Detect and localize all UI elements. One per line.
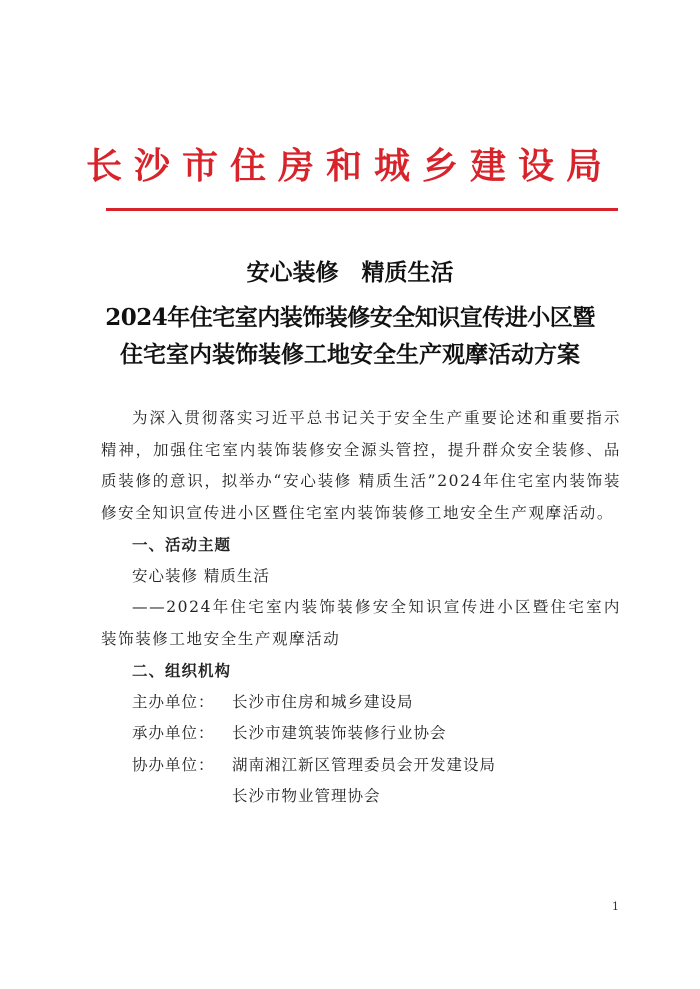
organizer-row-undertaker <box>101 718 621 750</box>
intro-paragraph: 为深入贯彻落实习近平总书记关于安全生产重要论述和重要指示精神，加强住宅室内装饰装修安全源头管控，提升群众安全装修、品质装修的意识，拟举办“安心装修 精质生活”2024年住宅室内装饰装修安全知识宣传进小区暨住宅室内装饰装修工地安全生产观摩活动。 <box>101 409 621 522</box>
issuing-authority-title: 长沙市住房和城乡建设局 <box>85 146 614 187</box>
doc-title-line-3: 住宅室内装饰装修工地安全生产观摩活动方案 <box>120 341 580 368</box>
organizer-label: 主办单位： <box>132 692 215 711</box>
organizer-row-host <box>101 687 621 719</box>
doc-title-line-1: 安心装修 精质生活 <box>246 259 454 286</box>
organizer-label: 协办单位： <box>132 755 215 774</box>
organizer-label <box>132 781 232 813</box>
section-1-heading: 一、活动主题 <box>132 535 232 554</box>
activity-theme: 安心装修 精质生活 <box>132 566 270 585</box>
organizer-value: 湖南湘江新区管理委员会开发建设局 <box>232 755 497 774</box>
organizer-value: 长沙市住房和城乡建设局 <box>232 692 414 711</box>
section-2-heading: 二、组织机构 <box>132 661 232 680</box>
page-number: 1 <box>612 900 619 913</box>
organizer-label: 承办单位： <box>132 724 215 742</box>
organizer-value: 长沙市物业管理协会 <box>232 787 381 805</box>
activity-subtitle: ——2024年住宅室内装饰装修安全知识宣传进小区暨住宅室内装饰装修工地安全生产观摩活动 <box>101 598 621 648</box>
organizer-row-co-organizer <box>101 750 621 782</box>
document-body <box>101 403 621 813</box>
organizer-value: 长沙市建筑装饰装修行业协会 <box>232 724 447 742</box>
red-header-rule <box>106 208 618 211</box>
doc-title-line-2: 2024年住宅室内装饰装修安全知识宣传进小区暨 <box>105 304 595 331</box>
organizer-row-co-organizer-2 <box>101 781 621 813</box>
